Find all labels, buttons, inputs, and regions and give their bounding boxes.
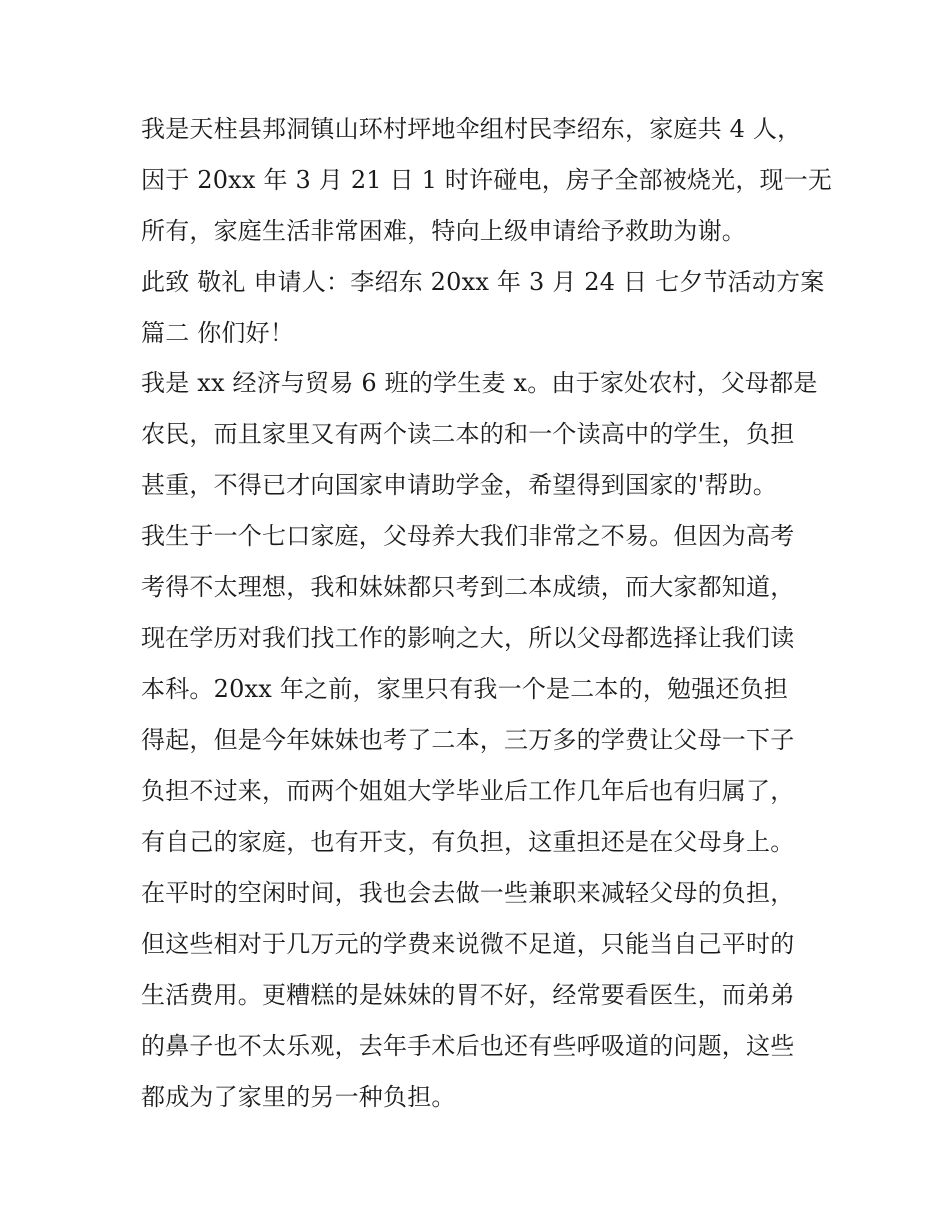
- text-line: 此致 敬礼 申请人：李绍东 20xx 年 3 月 24 日 七夕节活动方案: [141, 268, 825, 296]
- text-line: 负担不过来，而两个姐姐大学毕业后工作几年后也有归属了，: [141, 777, 795, 805]
- text-line: 本科。20xx 年之前，家里只有我一个是二本的，勉强还负担: [141, 675, 789, 703]
- text-line: 我是天柱县邦洞镇山环村坪地伞组村民李绍东，家庭共 4 人，: [141, 115, 802, 143]
- text-line: 都成为了家里的另一种负担。: [141, 1083, 456, 1111]
- text-line: 生活费用。更糟糕的是妹妹的胃不好，经常要看医生，而弟弟: [141, 981, 795, 1009]
- text-line: 我是 xx 经济与贸易 6 班的学生麦 x。由于家处农村，父母都是: [141, 369, 818, 397]
- text-line: 因于 20xx 年 3 月 21 日 1 时许碰电，房子全部被烧光，现一无: [141, 166, 833, 194]
- text-line: 但这些相对于几万元的学费来说微不足道，只能当自己平时的: [141, 930, 795, 958]
- text-line: 农民，而且家里又有两个读二本的和一个读高中的学生，负担: [141, 420, 795, 448]
- text-line: 的鼻子也不太乐观，去年手术后也还有些呼吸道的问题，这些: [141, 1032, 795, 1060]
- text-line: 篇二 你们好！: [141, 319, 295, 347]
- text-line: 有自己的家庭，也有开支，有负担，这重担还是在父母身上。: [141, 828, 795, 856]
- document-body: [141, 104, 831, 1123]
- text-line: 甚重，不得已才向国家申请助学金，希望得到国家的'帮助。: [141, 471, 777, 499]
- text-line: 所有，家庭生活非常困难，特向上级申请给予救助为谢。: [141, 217, 746, 245]
- text-line: 我生于一个七口家庭，父母养大我们非常之不易。但因为高考: [141, 522, 795, 550]
- text-line: 在平时的空闲时间，我也会去做一些兼职来减轻父母的负担，: [141, 879, 795, 907]
- text-line: 得起，但是今年妹妹也考了二本，三万多的学费让父母一下子: [141, 726, 795, 754]
- text-line: 考得不太理想，我和妹妹都只考到二本成绩，而大家都知道，: [141, 573, 795, 601]
- text-line: 现在学历对我们找工作的影响之大，所以父母都选择让我们读: [141, 624, 795, 652]
